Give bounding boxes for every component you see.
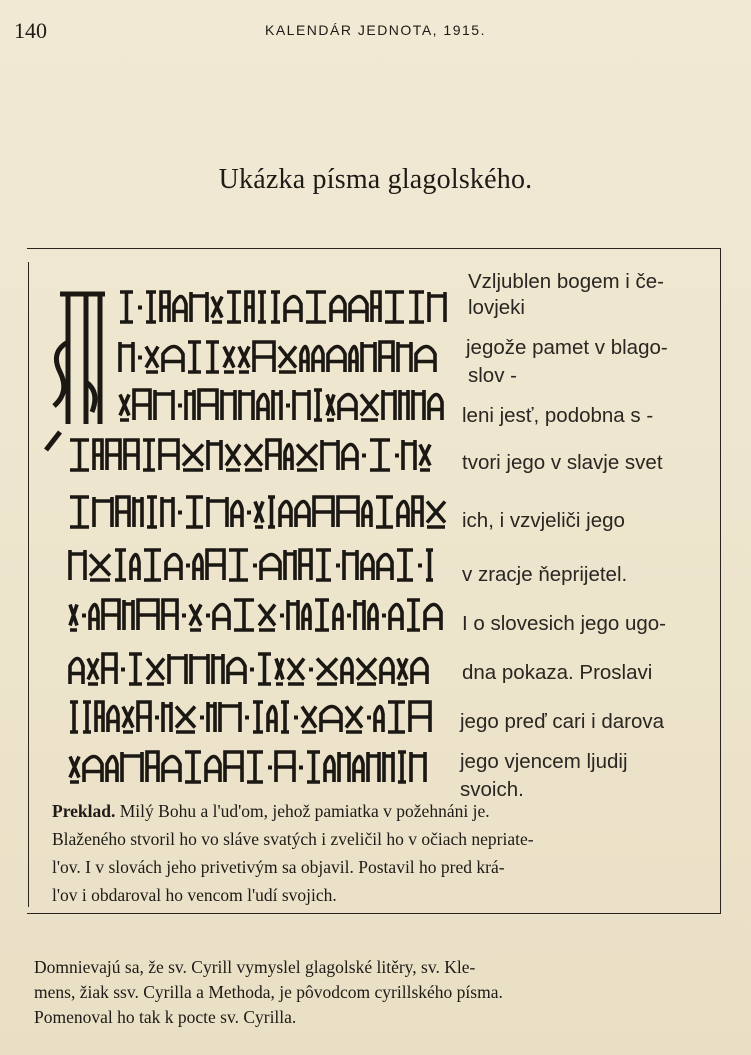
transliteration-line: Vzljublen bogem i če- [468, 270, 664, 293]
footnote-line: Pomenoval ho tak k pocte sv. Cyrilla. [34, 1007, 297, 1027]
glagolitic-line [120, 342, 435, 372]
section-title: Ukázka písma glagolského. [218, 164, 533, 195]
glagolitic-line [70, 440, 430, 470]
transliteration-line: dna pokaza. Proslavi [462, 661, 653, 684]
transliteration-line: ich, i vzvjeliči jego [462, 509, 625, 532]
page-number: 140 [14, 18, 47, 43]
translation-block [52, 797, 717, 909]
glagolitic-line [70, 550, 433, 580]
transliteration-line: jego preď cari i darova [460, 710, 665, 733]
translation-line: Milý Bohu a l'ud'om, jehož pamiatka v požehnáni je. [119, 801, 490, 821]
transliteration-line: I o slovesich jego ugo- [462, 612, 666, 635]
transliteration-line: slov - [468, 364, 517, 387]
glagolitic-line [70, 600, 441, 630]
glagolitic-line [70, 702, 430, 732]
transliteration-line: v zracje ňeprijetel. [462, 563, 628, 586]
frame-left-rule [28, 262, 29, 907]
glagolitic-specimen [40, 282, 450, 790]
glagolitic-line [120, 390, 442, 420]
running-head [14, 18, 737, 44]
transliteration-line: lovjeki [468, 296, 525, 319]
footnote-line: mens, žiak ssv. Cyrilla a Methoda, je pôvodcom cyrillského písma. [34, 982, 503, 1002]
glagolitic-line [70, 497, 445, 527]
transliteration-line: tvori jego v slavje svet [462, 451, 663, 474]
transliteration-line: svoich. [460, 778, 524, 801]
translation-line: Blaženého stvoril ho vo sláve svatých i zveličil ho v očiach nepriate- [52, 829, 534, 849]
glagolitic-line [70, 654, 427, 684]
glagolitic-line [70, 752, 425, 782]
transliteration-line: leni jesť, podobna s - [462, 404, 654, 427]
translation-line: l'ov. I v slovách jeho privetivým sa objavil. Postavil ho pred krá- [52, 857, 505, 877]
translation-line: l'ov i obdaroval ho vencom l'udí svojich. [52, 885, 337, 905]
transliteration-line: jego vjencem ljudij [460, 750, 628, 773]
footnote-line: Domnievajú sa, že sv. Cyrill vymyslel glagolské litěry, sv. Kle- [34, 957, 476, 977]
glagolitic-line [120, 292, 445, 322]
translation-label: Preklad. [52, 801, 116, 821]
transliteration-line: jegože pamet v blago- [466, 336, 668, 359]
journal-title: KALENDÁR JEDNOTA, 1915. [265, 22, 486, 38]
ornamental-initial [46, 294, 105, 450]
footnote [34, 955, 724, 1030]
